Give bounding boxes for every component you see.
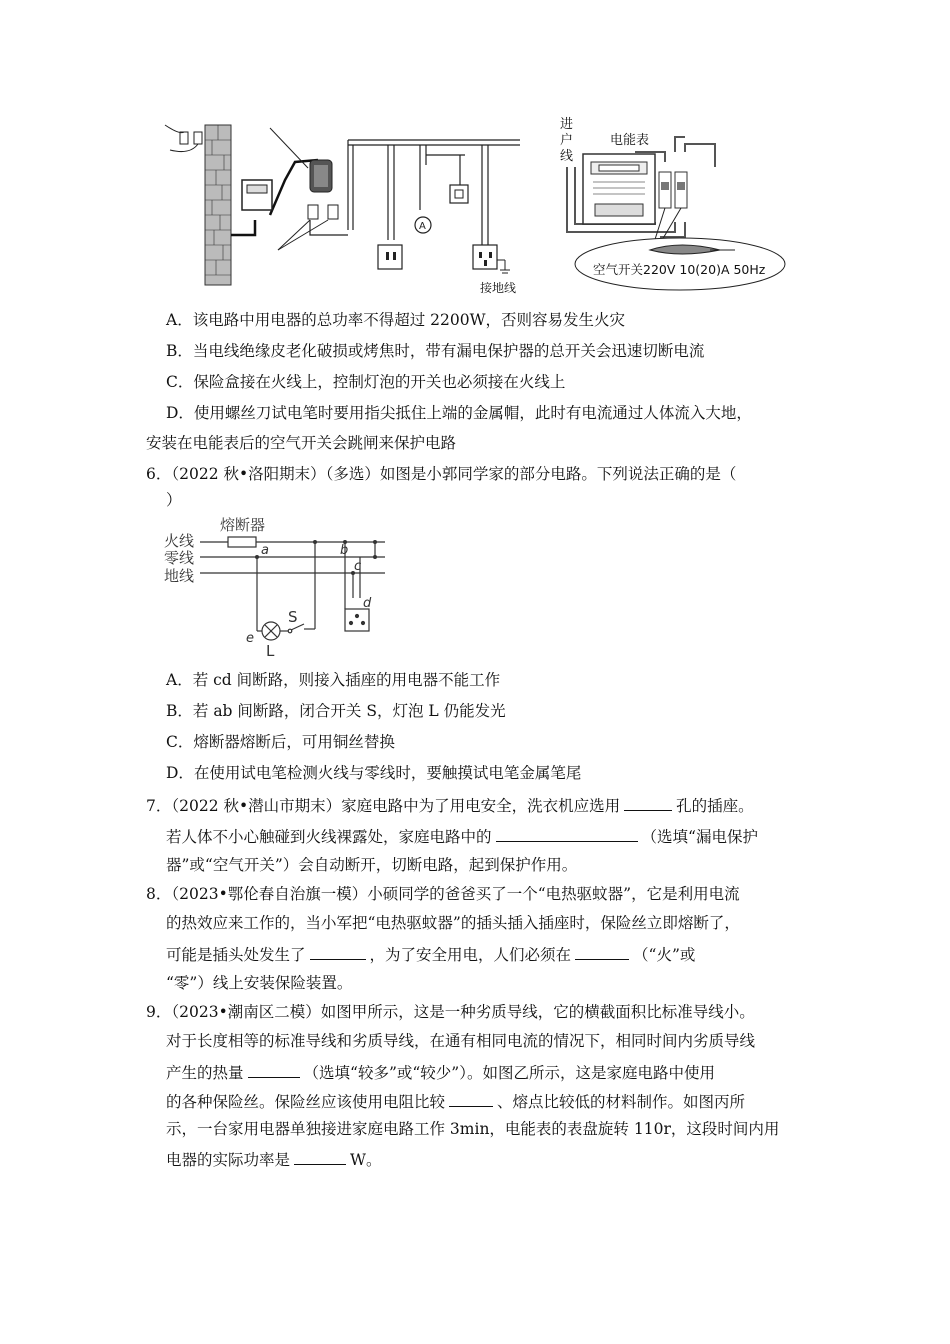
meter-breaker-figure [555, 112, 795, 292]
q9-text-4a: 的各种保险丝。保险丝应该使用电阻比较 [166, 1093, 446, 1111]
q8-text-1: （2023•鄂伦春自治旗一模）小硕同学的爸爸买了一个“电热驱蚊器”，它是利用电流 [171, 885, 740, 903]
house-wiring-figure [160, 120, 530, 300]
q9-line-6 [166, 1148, 381, 1170]
q6-option-b: B．若 ab 间断路，闭合开关 S，灯泡 L 仍能发光 [166, 702, 506, 720]
q7-line-3: 器”或“空气开关”）会自动断开，切断电路，起到保护作用。 [166, 856, 578, 874]
q8-line-4: “零”）线上安装保险装置。 [166, 974, 353, 992]
air-switches [659, 172, 687, 208]
breaker-spec-label: 空气开关220V 10(20)A 50Hz [593, 262, 766, 277]
q9-line-1 [146, 1002, 755, 1022]
q7-blank-1[interactable] [624, 794, 672, 811]
svg-text:A: A [419, 221, 426, 232]
ground-wire-label: 地线 [164, 567, 195, 585]
point-d-label: d [363, 596, 372, 611]
q8-text-3a: 可能是插头处发生了 [166, 946, 306, 964]
q6-circuit-diagram [160, 512, 400, 662]
q6-option-c: C．熔断器熔断后，可用铜丝替换 [166, 733, 395, 751]
q6-stem [146, 464, 736, 484]
socket-left [378, 245, 402, 269]
live-wire-label: 火线 [164, 532, 195, 550]
meter-label: 电能表 [610, 133, 650, 148]
q9-line-3 [166, 1061, 715, 1083]
lamp-icon [415, 217, 431, 233]
q8-number: 8． [146, 885, 172, 903]
q7-number: 7． [146, 797, 172, 815]
breakers [308, 205, 338, 219]
wall-switch [450, 185, 468, 203]
incoming-label-1: 进 [560, 117, 574, 132]
q9-line-2: 对于长度相等的标准导线和劣质导线，在通有相同电流的情况下，相同时间内劣质导线 [166, 1032, 756, 1050]
point-c-label: c [354, 559, 362, 574]
q7-text-1b: 孔的插座。 [676, 797, 754, 815]
q5-option-b: B．当电线绝缘皮老化破损或烤焦时，带有漏电保护器的总开关会迅速切断电流 [166, 342, 705, 360]
ground-wire-label: 接地线 [480, 281, 517, 295]
fuse-symbol [228, 537, 256, 547]
q5-option-d-cont: 安装在电能表后的空气开关会跳闸来保护电路 [146, 434, 457, 452]
incoming-label-2: 户 [560, 133, 574, 148]
q7-blank-2[interactable] [496, 825, 638, 842]
lamp-l-label: L [266, 642, 275, 660]
q6-option-a: A．若 cd 间断路，则接入插座的用电器不能工作 [166, 671, 501, 689]
q7-text-2a: 若人体不小心触碰到火线裸露处，家庭电路中的 [166, 828, 492, 846]
q5-option-d: D．使用螺丝刀试电笔时要用指尖抵住上端的金属帽，此时有电流通过人体流入大地， [166, 404, 752, 422]
lamp-symbol [262, 622, 280, 640]
fuse-box [310, 160, 332, 192]
q9-line-5: 示，一台家用电器单独接进家庭电路工作 3min，电能表的表盘旋转 110r，这段时间内用 [166, 1120, 780, 1138]
q9-text-6b: W。 [350, 1151, 382, 1169]
incoming-label-3: 线 [560, 149, 574, 164]
neutral-wire-label: 零线 [164, 549, 195, 567]
insulators [165, 125, 202, 152]
q8-blank-1[interactable] [310, 943, 366, 960]
q9-text-4b: 、熔点比较低的材料制作。如图丙所 [497, 1093, 746, 1111]
q5-option-c: C．保险盒接在火线上，控制灯泡的开关也必须接在火线上 [166, 373, 566, 391]
q9-text-1: （2023•潮南区二模）如图甲所示，这是一种劣质导线，它的横截面积比标准导线小。 [171, 1003, 755, 1021]
switch-s-label: S [288, 608, 298, 626]
q6-number: 6． [146, 465, 172, 483]
q6-stem-cont: ） [166, 491, 182, 509]
q9-blank-1[interactable] [248, 1061, 300, 1078]
q7-text-2b: （选填“漏电保护 [641, 828, 758, 846]
q8-text-3c: （“火”或 [633, 946, 696, 964]
q9-blank-3[interactable] [294, 1148, 346, 1165]
q5-option-a: A．该电路中用电器的总功率不得超过 2200W，否则容易发生火灾 [166, 311, 626, 329]
q7-text-1a: （2022 秋•潜山市期末）家庭电路中为了用电安全，洗衣机应选用 [171, 797, 621, 815]
q9-text-6a: 电器的实际功率是 [166, 1151, 291, 1169]
socket-right [473, 245, 497, 269]
meter-body [583, 154, 655, 224]
q8-line-1 [146, 884, 740, 904]
q9-blank-2[interactable] [449, 1090, 493, 1107]
q7-line-2 [166, 825, 758, 847]
q8-line-3 [166, 943, 695, 965]
brick-wall [205, 125, 231, 285]
point-b-label: b [340, 543, 349, 558]
socket-symbol [345, 609, 369, 631]
q6-stem-text: （2022 秋•洛阳期末）（多选）如图是小郭同学家的部分电路。下列说法正确的是（ [171, 465, 737, 483]
point-a-label: a [261, 543, 269, 558]
q8-text-3b: ，为了安全用电，人们必须在 [369, 946, 572, 964]
q7-line-1 [146, 794, 754, 816]
q9-line-4 [166, 1090, 745, 1112]
electric-meter [242, 180, 272, 210]
q9-text-3b: （选填“较多”或“较少”）。如图乙所示，这是家庭电路中使用 [303, 1064, 715, 1082]
q6-option-d: D．在使用试电笔检测火线与零线时，要触摸试电笔金属笔尾 [166, 764, 582, 782]
q9-number: 9． [146, 1003, 172, 1021]
q9-text-3a: 产生的热量 [166, 1064, 244, 1082]
ground-symbol [497, 260, 510, 273]
q8-blank-2[interactable] [575, 943, 629, 960]
q8-line-2: 的热效应来工作的，当小军把“电热驱蚊器”的插头插入插座时，保险丝立即熔断了， [166, 914, 740, 932]
point-e-label: e [246, 631, 254, 646]
fuse-label: 熔断器 [220, 516, 266, 534]
